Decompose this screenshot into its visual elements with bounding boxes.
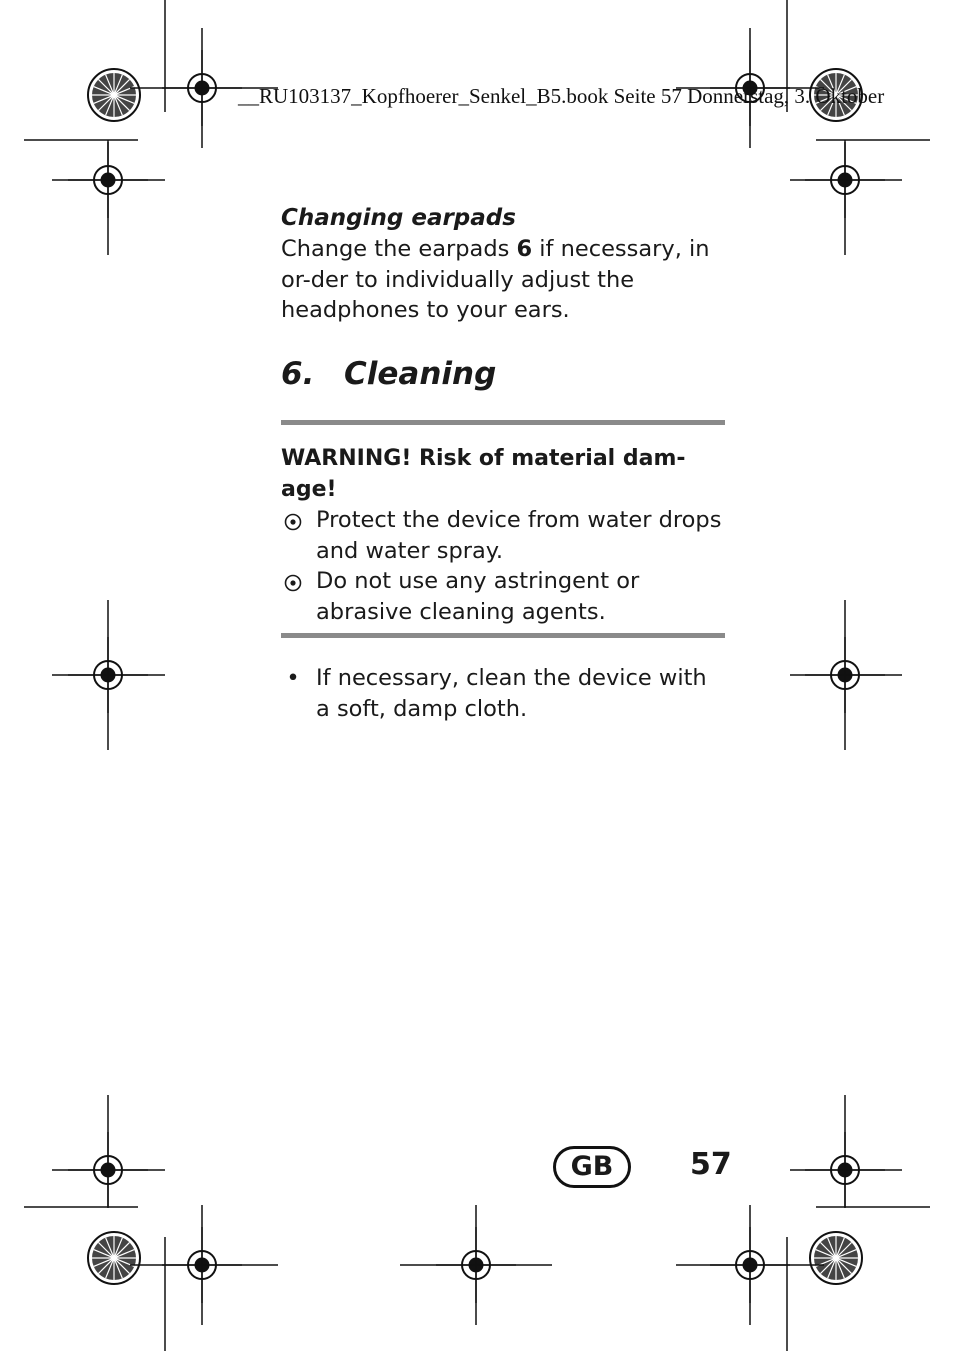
warning-item-text: Protect the device from water drops and water spray. xyxy=(316,507,722,564)
target-bullet-icon xyxy=(283,512,303,532)
page-number: 57 xyxy=(690,1147,732,1182)
section-number: 6. xyxy=(281,356,315,392)
bullet-dot-icon: • xyxy=(286,665,300,691)
earpads-heading: Changing earpads xyxy=(281,205,516,231)
list-item xyxy=(281,663,727,724)
instruction-list xyxy=(281,663,727,724)
list-item xyxy=(281,505,727,566)
earpads-paragraph xyxy=(281,234,727,326)
list-item xyxy=(281,566,727,627)
warning-bottom-rule xyxy=(281,633,725,638)
instruction-text: If necessary, clean the device with a soft, damp cloth. xyxy=(316,665,707,722)
warning-item-text: Do not use any astringent or abrasive cleaning agents. xyxy=(316,568,640,625)
warning-title: WARNING! Risk of material dam-age! xyxy=(281,446,686,502)
print-slug-header: __RU103137_Kopfhoerer_Senkel_B5.book Seite 57 Donnerstag, 3. Oktober xyxy=(238,84,885,108)
earpads-text-before: Change the earpads xyxy=(281,236,517,262)
country-badge: GB xyxy=(553,1146,631,1188)
target-bullet-icon xyxy=(283,573,303,593)
section-heading xyxy=(281,356,496,392)
earpads-part-number: 6 xyxy=(516,236,533,262)
bullet-list xyxy=(281,663,727,724)
earpads-section xyxy=(281,203,727,326)
warning-top-rule xyxy=(281,420,725,425)
warning-box xyxy=(281,443,727,627)
warning-list xyxy=(281,505,727,627)
earpads-text-after: if necessary, in or-der to individually adjust the headphones to your ears. xyxy=(281,236,710,323)
section-title: Cleaning xyxy=(344,356,497,392)
